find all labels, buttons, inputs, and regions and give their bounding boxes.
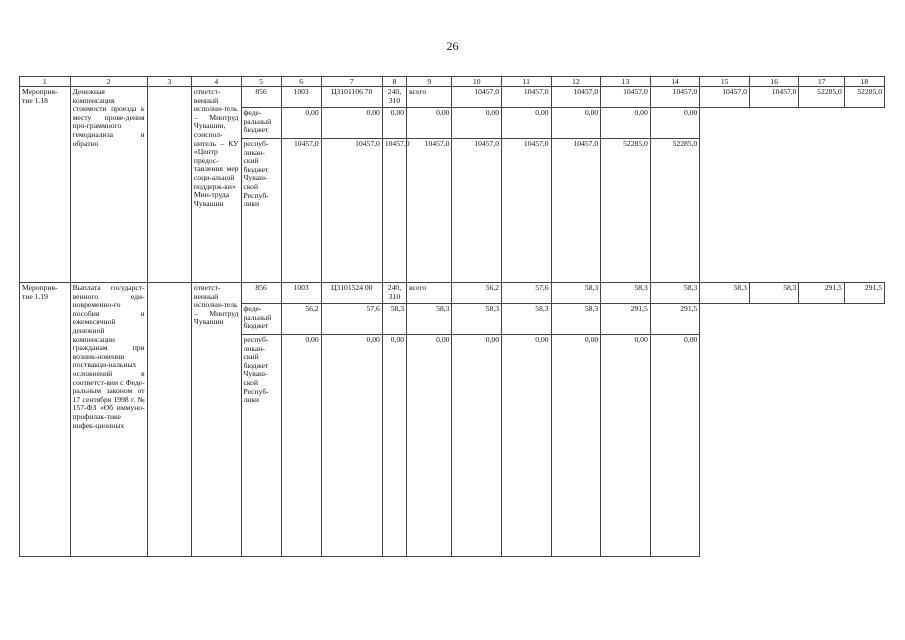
value-cell: 58,3 [551, 283, 601, 304]
value-cell: 0,00 [551, 108, 601, 139]
value-cell: 57,6 [321, 304, 382, 335]
table-row [20, 87, 885, 108]
value-cell: 58,3 [382, 304, 406, 335]
value-cell: 0,00 [281, 108, 321, 139]
value-cell: 52285,0 [601, 139, 651, 283]
value-cell: 10457,0 [407, 139, 452, 283]
header-cell: 4 [191, 77, 241, 87]
value-cell: 0,00 [382, 108, 406, 139]
value-cell: 10457,0 [502, 87, 552, 108]
header-cell: 14 [650, 77, 700, 87]
value-cell: 0,00 [407, 335, 452, 557]
value-cell: 291,5 [799, 283, 844, 304]
header-row [20, 77, 885, 87]
value-cell: 58,3 [700, 283, 750, 304]
section-cell: 1003 [281, 283, 321, 304]
header-cell: 3 [147, 77, 191, 87]
value-cell: 0,00 [382, 335, 406, 557]
value-cell: 58,3 [551, 304, 601, 335]
value-cell: 10457,0 [551, 139, 601, 283]
measure-description: Денежная компенсация стоимости проезда к месту прове-дения про-граммного гемодиализа и обратно [70, 87, 147, 283]
header-cell: 16 [749, 77, 799, 87]
value-cell: 0,00 [452, 108, 502, 139]
value-cell: 10457,0 [321, 139, 382, 283]
value-cell: 56,2 [452, 283, 502, 304]
value-cell: 291,5 [650, 304, 700, 335]
value-cell: 58,3 [452, 304, 502, 335]
value-cell: 10457,0 [502, 139, 552, 283]
header-cell: 7 [321, 77, 382, 87]
header-cell: 6 [281, 77, 321, 87]
col3-cell [147, 87, 191, 283]
target-article-cell: Ц3101106 70 [321, 87, 382, 108]
value-cell: 0,00 [452, 335, 502, 557]
value-cell: 0,00 [502, 335, 552, 557]
value-cell: 10457,0 [601, 87, 651, 108]
value-cell: 0,00 [321, 108, 382, 139]
section-cell: 1003 [281, 87, 321, 108]
target-article-cell: Ц3101524 00 [321, 283, 382, 304]
expense-type-cell: 240, 310 [382, 283, 406, 304]
value-cell: 58,3 [601, 283, 651, 304]
value-cell: 291,5 [844, 283, 884, 304]
value-cell: 0,00 [321, 335, 382, 557]
header-cell: 9 [407, 77, 452, 87]
page-number: 26 [446, 39, 459, 53]
value-cell: 56,2 [281, 304, 321, 335]
header-cell: 1 [20, 77, 71, 87]
source-cell: всего [407, 283, 452, 304]
header-cell: 17 [799, 77, 844, 87]
value-cell: 291,5 [601, 304, 651, 335]
header-cell: 11 [502, 77, 552, 87]
value-cell: 10457,0 [281, 139, 321, 283]
header-cell: 8 [382, 77, 406, 87]
value-cell: 10457,0 [452, 87, 502, 108]
col3-cell [147, 283, 191, 557]
header-cell: 5 [241, 77, 281, 87]
value-cell: 10457,0 [452, 139, 502, 283]
measure-code: Мероприя-тие 1.19 [20, 283, 71, 557]
budget-table [19, 76, 885, 557]
value-cell: 0,00 [650, 335, 700, 557]
value-cell: 58,3 [650, 283, 700, 304]
value-cell: 58,3 [407, 304, 452, 335]
measure-description: Выплата государст-венного еди-новременно-го пособия и ежемесячной денежной компенсации гражданам при возник-новении поствакци-нальных осложнений в соответст-вии с Феде-ральным законом от 17 сентября 1998 г. № 157-ФЗ «Об иммуно-профилак-тике инфек-ционных [70, 283, 147, 557]
executor-cell: ответст-венный исполни-тель – Минтруд Чувашии [191, 283, 241, 557]
header-cell: 13 [601, 77, 651, 87]
value-cell: 10457,0 [650, 87, 700, 108]
grbs-cell: 856 [241, 283, 281, 304]
value-cell: 57,6 [502, 283, 552, 304]
value-cell: 0,00 [281, 335, 321, 557]
value-cell: 10457,0 [749, 87, 799, 108]
header-cell: 12 [551, 77, 601, 87]
grbs-cell: 856 [241, 87, 281, 108]
source-cell: респуб-ликан-ский бюджет Чуваш-ской Респуб-лики [241, 335, 281, 557]
value-cell: 0,00 [650, 108, 700, 139]
header-cell: 2 [70, 77, 147, 87]
header-cell: 10 [452, 77, 502, 87]
value-cell: 10457,0 [700, 87, 750, 108]
value-cell: 0,00 [551, 335, 601, 557]
executor-cell: ответст-венный исполни-тель – Минтруд Чувашии, соиспол-нитель – КУ «Центр предос-тавления мер соци-альной поддерж-ки» Мин-труда Чувашии [191, 87, 241, 283]
value-cell: 58,3 [749, 283, 799, 304]
expense-type-cell: 240, 310 [382, 87, 406, 108]
source-cell: всего [407, 87, 452, 108]
source-cell: феде-ральный бюджет [241, 108, 281, 139]
value-cell: 58,3 [502, 304, 552, 335]
value-cell: 0,00 [601, 335, 651, 557]
value-cell: 0,00 [502, 108, 552, 139]
value-cell: 52285,0 [844, 87, 884, 108]
source-cell: феде-ральный бюджет [241, 304, 281, 335]
table-row [20, 283, 885, 304]
header-cell: 15 [700, 77, 750, 87]
header-cell: 18 [844, 77, 884, 87]
source-cell: респуб-ликан-ский бюджет Чуваш-ской Респуб-лики [241, 139, 281, 283]
measure-code: Мероприя-тие 1.18 [20, 87, 71, 283]
value-cell: 10457,0 [382, 139, 406, 283]
value-cell: 52285,0 [799, 87, 844, 108]
value-cell: 52285,0 [650, 139, 700, 283]
value-cell: 0,00 [601, 108, 651, 139]
value-cell: 10457,0 [551, 87, 601, 108]
value-cell: 0,00 [407, 108, 452, 139]
